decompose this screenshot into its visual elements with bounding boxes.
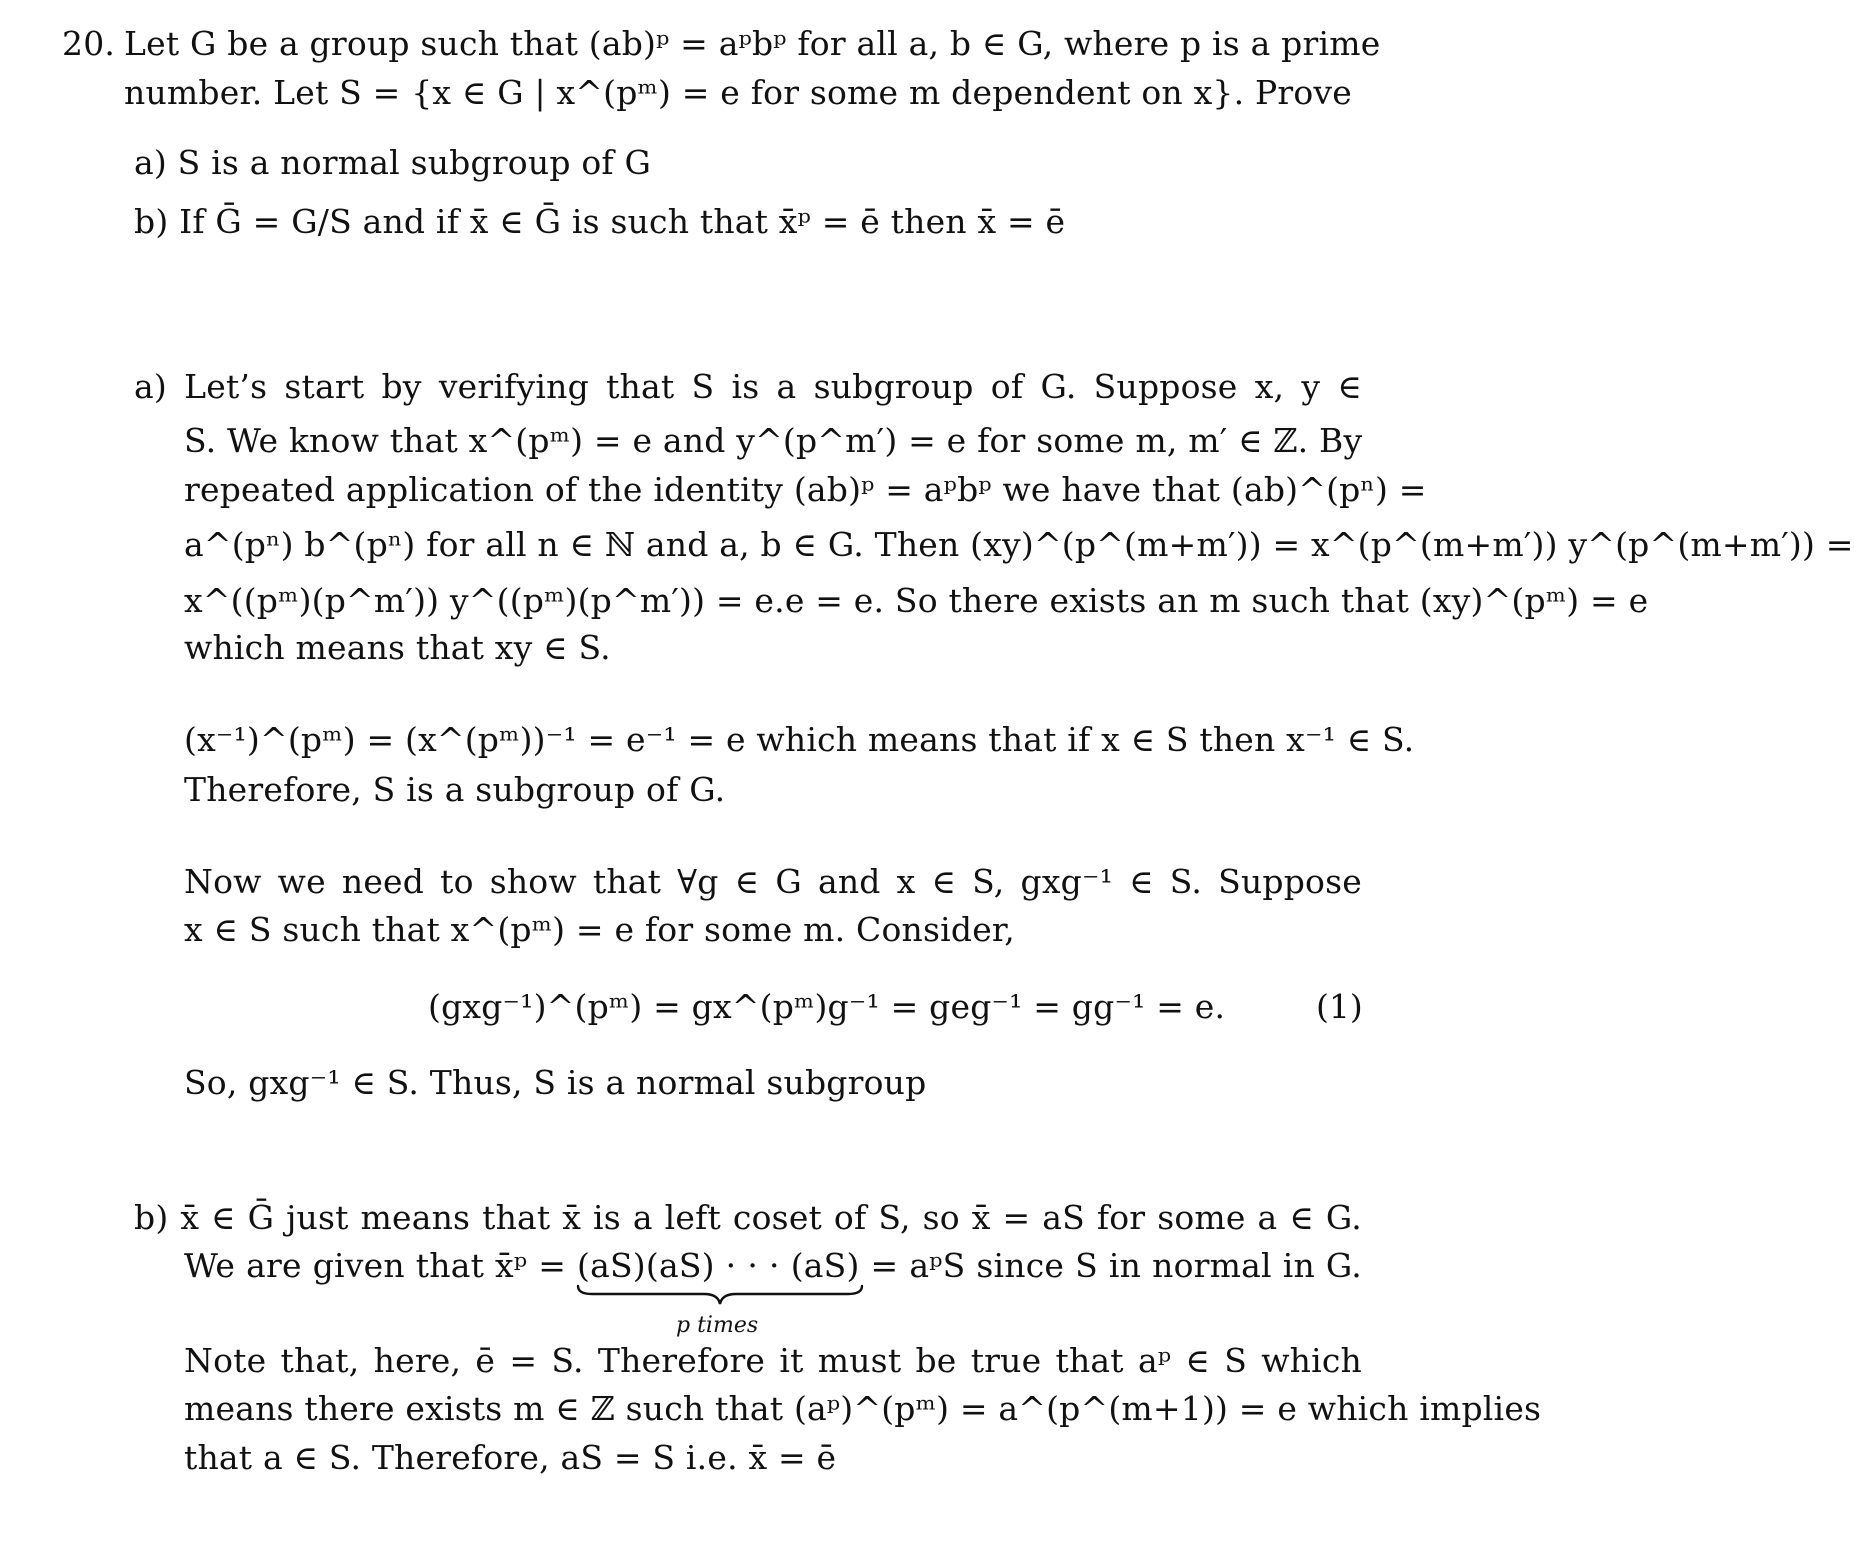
solution-a-line-6: which means that xy ∈ S.: [184, 628, 611, 667]
normality-intro-line-1: Now we need to show that ∀g ∈ G and x ∈ S, gxg⁻¹ ∈ S. Suppose: [184, 862, 1362, 901]
solution-b-line-3: Note that, here, ē = S. Therefore it must be true that aᵖ ∈ S which: [184, 1341, 1362, 1380]
problem-part-b: b) If Ḡ = G/S and if x̄ ∈ Ḡ is such that x̄ᵖ = ē then x̄ = ē: [134, 202, 1066, 241]
solution-b-line-2: We are given that x̄ᵖ = (aS)(aS) · · · (aS) = aᵖS since S in normal in G.: [184, 1246, 1362, 1285]
solution-a-line-4: a^(pⁿ) b^(pⁿ) for all n ∈ ℕ and a, b ∈ G. Then (xy)^(p^(m+m′)) = x^(p^(m+m′)) y^(p^(m+m′)) =: [184, 525, 1854, 564]
normality-intro-line-2: x ∈ S such that x^(pᵐ) = e for some m. Consider,: [184, 910, 1015, 949]
problem-number: 20.: [62, 24, 116, 63]
inverse-closure-line: (x⁻¹)^(pᵐ) = (x^(pᵐ))⁻¹ = e⁻¹ = e which means that if x ∈ S then x⁻¹ ∈ S.: [184, 720, 1415, 759]
solution-a-line-1: a) Let’s start by verifying that S is a subgroup of G. Suppose x, y ∈: [134, 367, 1362, 406]
conjugate-equation: (gxg⁻¹)^(pᵐ) = gx^(pᵐ)g⁻¹ = geg⁻¹ = gg⁻¹ = e.: [428, 987, 1226, 1026]
equation-number: (1): [1316, 987, 1363, 1026]
solution-a-line-3: repeated application of the identity (ab)ᵖ = aᵖbᵖ we have that (ab)^(pⁿ) =: [184, 470, 1427, 509]
solution-a-line-2: S. We know that x^(pᵐ) = e and y^(p^m′) = e for some m, m′ ∈ ℤ. By: [184, 421, 1363, 460]
normal-subgroup-conclusion: So, gxg⁻¹ ∈ S. Thus, S is a normal subgroup: [184, 1063, 927, 1102]
problem-part-a: a) S is a normal subgroup of G: [134, 143, 652, 182]
solution-b-line-1: b) x̄ ∈ Ḡ just means that x̄ is a left coset of S, so x̄ = aS for some a ∈ G.: [134, 1198, 1362, 1237]
solution-b-line-4: means there exists m ∈ ℤ such that (aᵖ)^(pᵐ) = a^(p^(m+1)) = e which implies: [184, 1389, 1542, 1428]
problem-line-2: number. Let S = {x ∈ G | x^(pᵐ) = e for some m dependent on x}. Prove: [124, 73, 1352, 112]
underbrace: [576, 1284, 864, 1308]
subgroup-conclusion: Therefore, S is a subgroup of G.: [184, 770, 726, 809]
problem-line-1: Let G be a group such that (ab)ᵖ = aᵖbᵖ for all a, b ∈ G, where p is a prime: [124, 24, 1381, 63]
solution-b-line-5: that a ∈ S. Therefore, aS = S i.e. x̄ = ē: [184, 1438, 837, 1477]
brace-label: p times: [676, 1313, 759, 1338]
solution-a-line-5: x^((pᵐ)(p^m′)) y^((pᵐ)(p^m′)) = e.e = e. So there exists an m such that (xy)^(pᵐ) = e: [184, 581, 1649, 620]
